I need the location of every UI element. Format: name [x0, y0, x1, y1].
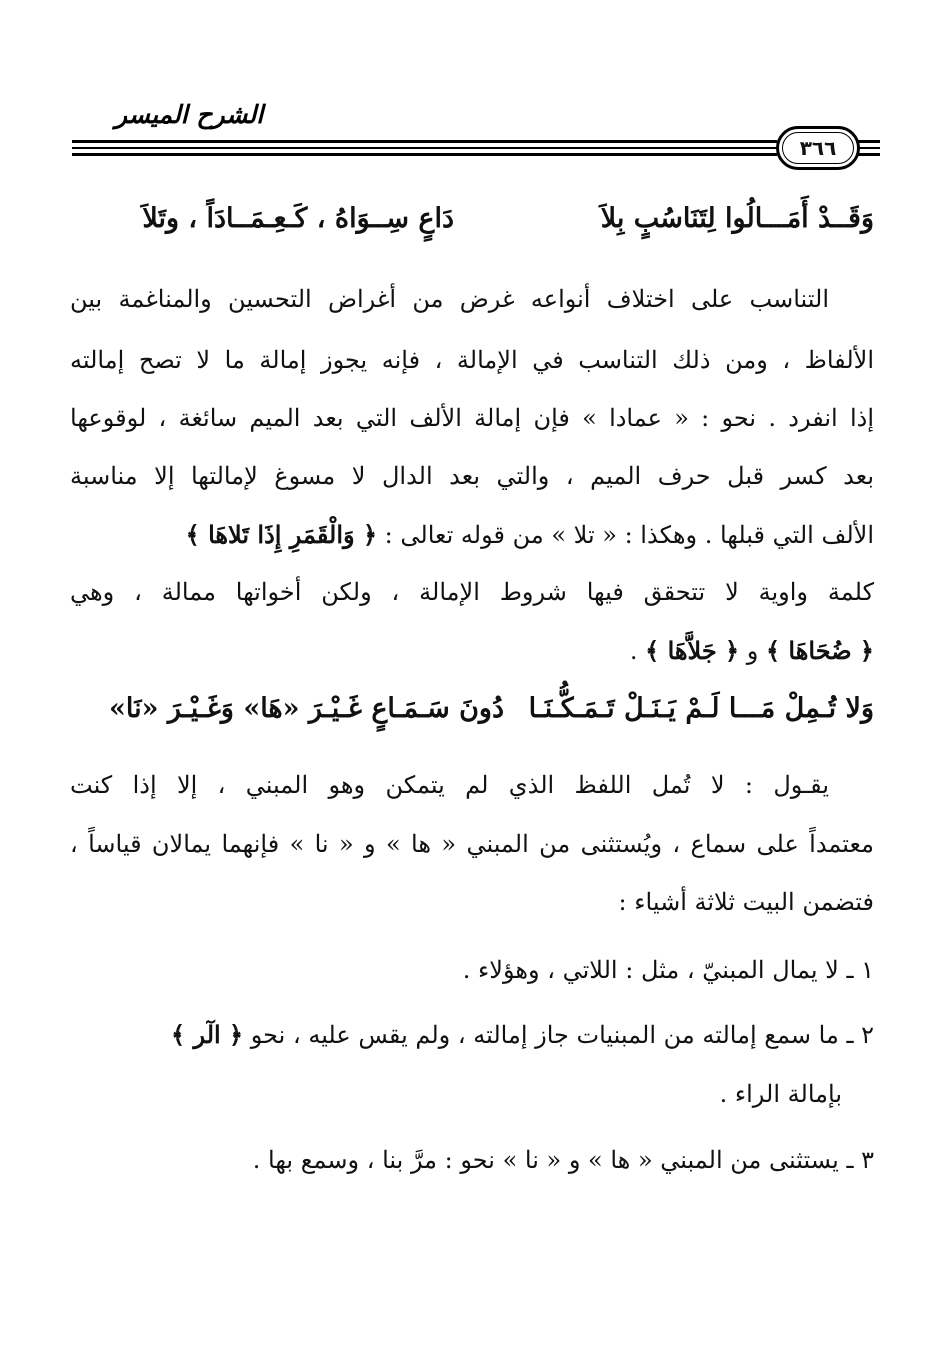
list-item-2-text: ٢ ـ ما سمع إمالته من المبنيات جاز إمالته ، ولم يقس عليه ، نحو	[250, 1021, 874, 1049]
header-rule	[72, 147, 777, 149]
verse-2-first-hemistich: وَلا تُـمِلْ مَـــا لَـمْ يَـنَـلْ تَـمَـكُّـنَـا	[528, 693, 874, 724]
commentary-1-line-6: كلمة واوية لا تتحقق فيها شروط الإمالة ، ولكن أخواتها ممالة ، وهي	[70, 578, 874, 606]
header-rule	[72, 153, 777, 156]
commentary-2-line-3: فتضمن البيت ثلاثة أشياء :	[618, 888, 874, 916]
commentary-2-line-2: معتمداً على سماع ، ويُستثنى من المبني « ها » و « نا » فإنهما يمالان قياساً ،	[70, 830, 874, 858]
commentary-1-line-4: بعد كسر قبل حرف الميم ، والتي بعد الدال لا مسوغ لإمالتها إلا مناسبة	[70, 462, 874, 490]
list-item-3: ٣ ـ يستثنى من المبني « ها » و « نا » نحو : مرَّ بنا ، وسمع بها .	[252, 1146, 874, 1174]
list-item-2-continuation: بإمالة الراء .	[719, 1080, 842, 1108]
commentary-1-line-3: إذا انفرد . نحو : « عمادا » فإن إمالة الألف التي بعد الميم سائغة ، لوقوعها	[70, 404, 874, 432]
commentary-1-line-2: الألفاظ ، ومن ذلك التناسب في الإمالة ، فإنه يجوز إمالة ما لا تصح إمالته	[70, 346, 874, 374]
list-item-2	[171, 1020, 874, 1049]
quran-quote: ﴿ وَالْقَمَرِ إِذَا تَلاهَا ﴾	[185, 520, 378, 549]
full-stop: .	[629, 637, 638, 665]
quran-quote: ﴿ الٓر ﴾	[171, 1020, 244, 1049]
conjunction: و	[746, 637, 759, 665]
running-header-title: الشرح الميسر	[115, 100, 264, 129]
list-item-1: ١ ـ لا يمال المبنيّ ، مثل : اللاتي ، وهؤلاء .	[462, 956, 874, 984]
commentary-1-line-5-text: الألف التي قبلها . وهكذا : « تلا » من قوله تعالى :	[384, 521, 874, 549]
commentary-1-line-5	[186, 520, 874, 549]
verse-1-first-hemistich: وَقَــدْ أَمَـــالُوا لِتَنَاسُبٍ بِلاَ	[600, 203, 874, 234]
verse-2-second-hemistich: دُونَ سَـمَـاعٍ غَـيْـرَ «هَا» وَغَـيْـرَ «نَا»	[109, 693, 504, 724]
header-rule	[858, 147, 880, 149]
verse-1-second-hemistich: دَاعٍ سِــوَاهُ ، كَـعِـمَــادَاً ، وتَلاَ	[142, 203, 454, 234]
commentary-1-line-7	[630, 636, 874, 665]
header-rule	[858, 140, 880, 143]
quran-quote: ﴿ جَلاَّهَا ﴾	[645, 636, 740, 665]
header-rule	[72, 140, 777, 143]
commentary-1-line-1: التناسب على اختلاف أنواعه غرض من أغراض التحسين والمناغمة بين	[70, 285, 829, 313]
page-number	[776, 126, 860, 170]
commentary-2-line-1: يقـول : لا تُمل اللفظ الذي لم يتمكن وهو المبني ، إلا إذا كنت	[70, 771, 830, 799]
quran-quote: ﴿ ضُحَاهَا ﴾	[766, 636, 874, 665]
page-number-text: ٣٦٦	[799, 136, 837, 160]
header-rule	[858, 153, 880, 156]
